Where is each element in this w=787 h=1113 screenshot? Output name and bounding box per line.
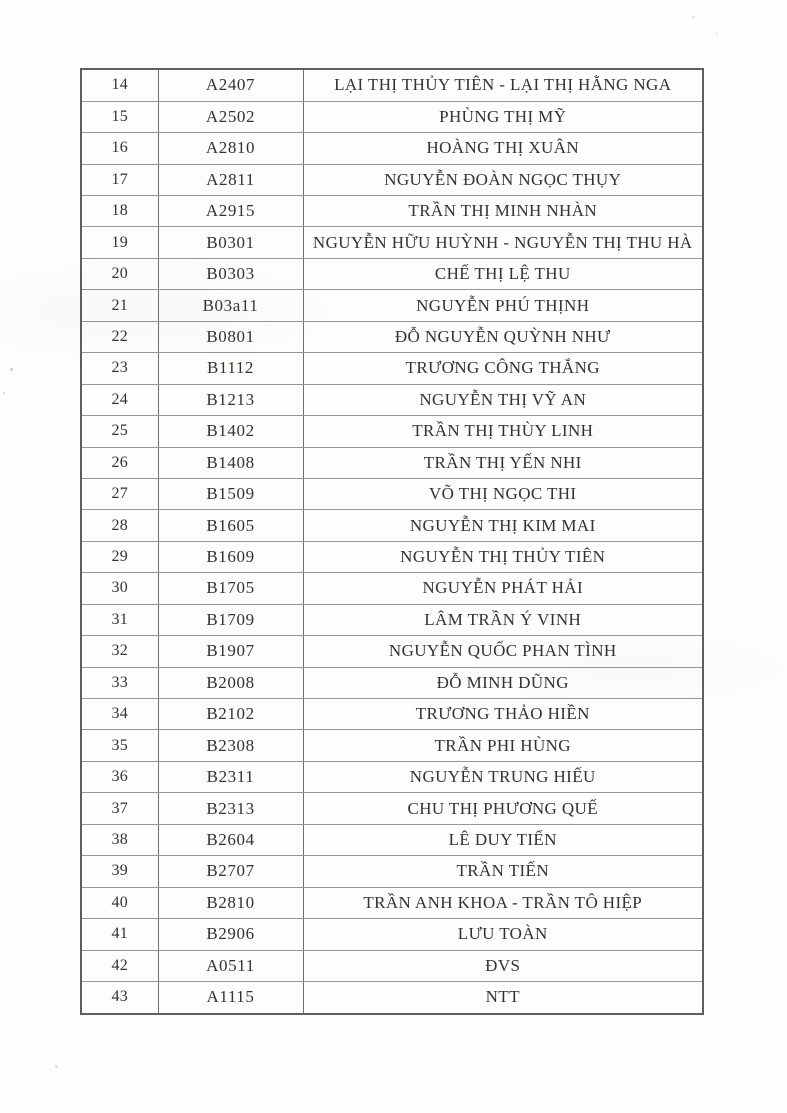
code-cell: B1402 <box>158 416 303 447</box>
name-cell: NGUYỄN QUỐC PHAN TÌNH <box>303 636 703 667</box>
table-row <box>81 384 703 415</box>
row-number-cell: 20 <box>81 258 158 289</box>
name-cell: NGUYỄN THỊ KIM MAI <box>303 510 703 541</box>
row-number-cell: 16 <box>81 133 158 164</box>
table-row <box>81 541 703 572</box>
code-cell: B0301 <box>158 227 303 258</box>
name-cell: ĐVS <box>303 950 703 981</box>
name-cell: NGUYỄN HỮU HUỲNH - NGUYỄN THỊ THU HÀ <box>303 227 703 258</box>
code-cell: B1112 <box>158 353 303 384</box>
name-cell: PHÙNG THỊ MỸ <box>303 101 703 132</box>
row-number-cell: 42 <box>81 950 158 981</box>
code-cell: B1709 <box>158 604 303 635</box>
code-cell: B03a11 <box>158 290 303 321</box>
scan-speck <box>3 392 5 394</box>
name-cell: TRƯƠNG CÔNG THẮNG <box>303 353 703 384</box>
row-number-cell: 24 <box>81 384 158 415</box>
code-cell: B2604 <box>158 824 303 855</box>
row-number-cell: 36 <box>81 761 158 792</box>
table-row <box>81 290 703 321</box>
code-cell: B2810 <box>158 887 303 918</box>
table-row <box>81 227 703 258</box>
row-number-cell: 43 <box>81 981 158 1014</box>
roster-table <box>80 68 704 1015</box>
roster-table-body <box>81 69 703 1014</box>
table-row <box>81 573 703 604</box>
row-number-cell: 23 <box>81 353 158 384</box>
name-cell: NGUYỄN PHÚ THỊNH <box>303 290 703 321</box>
table-row <box>81 919 703 950</box>
table-row <box>81 856 703 887</box>
code-cell: A0511 <box>158 950 303 981</box>
name-cell: LÊ DUY TIẾN <box>303 824 703 855</box>
table-row <box>81 447 703 478</box>
code-cell: B1213 <box>158 384 303 415</box>
name-cell: LÂM TRẦN Ý VINH <box>303 604 703 635</box>
name-cell: NGUYỄN ĐOÀN NGỌC THỤY <box>303 164 703 195</box>
row-number-cell: 26 <box>81 447 158 478</box>
table-row <box>81 101 703 132</box>
code-cell: B1509 <box>158 478 303 509</box>
table-row <box>81 258 703 289</box>
table-row <box>81 793 703 824</box>
code-cell: B2707 <box>158 856 303 887</box>
row-number-cell: 41 <box>81 919 158 950</box>
row-number-cell: 18 <box>81 196 158 227</box>
table-row <box>81 164 703 195</box>
name-cell: ĐỖ NGUYỄN QUỲNH NHƯ <box>303 321 703 352</box>
table-row <box>81 981 703 1014</box>
row-number-cell: 34 <box>81 699 158 730</box>
row-number-cell: 35 <box>81 730 158 761</box>
code-cell: B1408 <box>158 447 303 478</box>
code-cell: A1115 <box>158 981 303 1014</box>
row-number-cell: 15 <box>81 101 158 132</box>
table-row <box>81 69 703 101</box>
row-number-cell: 32 <box>81 636 158 667</box>
name-cell: NTT <box>303 981 703 1014</box>
row-number-cell: 37 <box>81 793 158 824</box>
code-cell: B1705 <box>158 573 303 604</box>
code-cell: A2810 <box>158 133 303 164</box>
code-cell: B2102 <box>158 699 303 730</box>
name-cell: NGUYỄN THỊ VỸ AN <box>303 384 703 415</box>
name-cell: ĐỖ MINH DŨNG <box>303 667 703 698</box>
name-cell: LẠI THỊ THỦY TIÊN - LẠI THỊ HẰNG NGA <box>303 69 703 101</box>
row-number-cell: 19 <box>81 227 158 258</box>
code-cell: A2502 <box>158 101 303 132</box>
code-cell: A2407 <box>158 69 303 101</box>
scan-speck <box>692 16 695 18</box>
table-row <box>81 887 703 918</box>
name-cell: NGUYỄN TRUNG HIẾU <box>303 761 703 792</box>
row-number-cell: 30 <box>81 573 158 604</box>
row-number-cell: 38 <box>81 824 158 855</box>
scan-speck <box>716 33 718 35</box>
table-row <box>81 604 703 635</box>
row-number-cell: 40 <box>81 887 158 918</box>
name-cell: TRẦN PHI HÙNG <box>303 730 703 761</box>
code-cell: B2906 <box>158 919 303 950</box>
table-row <box>81 321 703 352</box>
table-row <box>81 416 703 447</box>
table-row <box>81 667 703 698</box>
code-cell: B0801 <box>158 321 303 352</box>
table-row <box>81 510 703 541</box>
row-number-cell: 27 <box>81 478 158 509</box>
code-cell: B1907 <box>158 636 303 667</box>
row-number-cell: 28 <box>81 510 158 541</box>
name-cell: TRẦN THỊ MINH NHÀN <box>303 196 703 227</box>
name-cell: NGUYỄN THỊ THỦY TIÊN <box>303 541 703 572</box>
code-cell: B2313 <box>158 793 303 824</box>
row-number-cell: 39 <box>81 856 158 887</box>
code-cell: B2008 <box>158 667 303 698</box>
code-cell: B2311 <box>158 761 303 792</box>
code-cell: A2915 <box>158 196 303 227</box>
table-row <box>81 824 703 855</box>
code-cell: A2811 <box>158 164 303 195</box>
scan-speck <box>10 368 13 371</box>
table-row <box>81 761 703 792</box>
table-row <box>81 636 703 667</box>
code-cell: B1605 <box>158 510 303 541</box>
table-row <box>81 478 703 509</box>
row-number-cell: 22 <box>81 321 158 352</box>
table-row <box>81 133 703 164</box>
name-cell: TRẦN THỊ YẾN NHI <box>303 447 703 478</box>
name-cell: LƯU TOÀN <box>303 919 703 950</box>
name-cell: TRẦN ANH KHOA - TRẦN TÔ HIỆP <box>303 887 703 918</box>
code-cell: B2308 <box>158 730 303 761</box>
row-number-cell: 14 <box>81 69 158 101</box>
name-cell: VÕ THỊ NGỌC THI <box>303 478 703 509</box>
row-number-cell: 33 <box>81 667 158 698</box>
name-cell: TRẦN TIẾN <box>303 856 703 887</box>
row-number-cell: 25 <box>81 416 158 447</box>
row-number-cell: 31 <box>81 604 158 635</box>
table-row <box>81 699 703 730</box>
table-row <box>81 730 703 761</box>
name-cell: TRẦN THỊ THÙY LINH <box>303 416 703 447</box>
name-cell: CHẾ THỊ LỆ THU <box>303 258 703 289</box>
name-cell: NGUYỄN PHÁT HẢI <box>303 573 703 604</box>
table-row <box>81 196 703 227</box>
name-cell: TRƯƠNG THẢO HIỀN <box>303 699 703 730</box>
code-cell: B0303 <box>158 258 303 289</box>
code-cell: B1609 <box>158 541 303 572</box>
row-number-cell: 21 <box>81 290 158 321</box>
name-cell: CHU THỊ PHƯƠNG QUẾ <box>303 793 703 824</box>
row-number-cell: 17 <box>81 164 158 195</box>
table-row <box>81 353 703 384</box>
table-row <box>81 950 703 981</box>
name-cell: HOÀNG THỊ XUÂN <box>303 133 703 164</box>
scan-speck <box>55 1065 58 1068</box>
row-number-cell: 29 <box>81 541 158 572</box>
